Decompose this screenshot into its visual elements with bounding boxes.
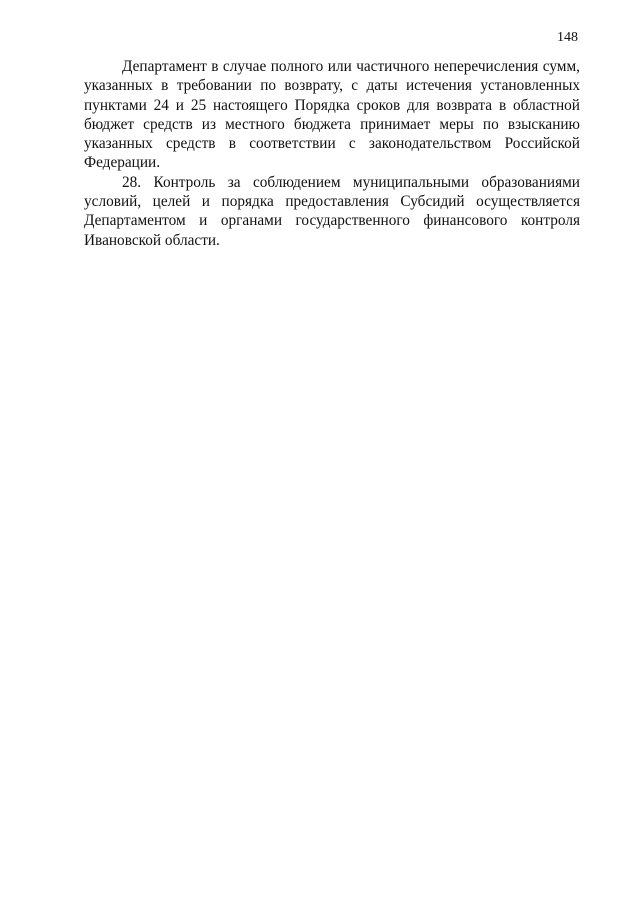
paragraph-28-control: 28. Контроль за соблюдением муниципальными образованиями условий, целей и порядка предоставления Субсидий осуществляется Департаментом и органами государственного финансового контроля Ивановской области.: [84, 173, 580, 249]
paragraph-department-refund-measures: Департамент в случае полного или частичного неперечисления сумм, указанных в требовании по возврату, с даты истечения установленных пунктами 24 и 25 настоящего Порядка сроков для возврата в областной бюджет средств из местного бюджета принимает меры по взысканию указанных средств в соответствии с законодательством Российской Федерации.: [84, 58, 580, 172]
document-body: [84, 57, 580, 250]
page-number: 148: [557, 30, 578, 45]
